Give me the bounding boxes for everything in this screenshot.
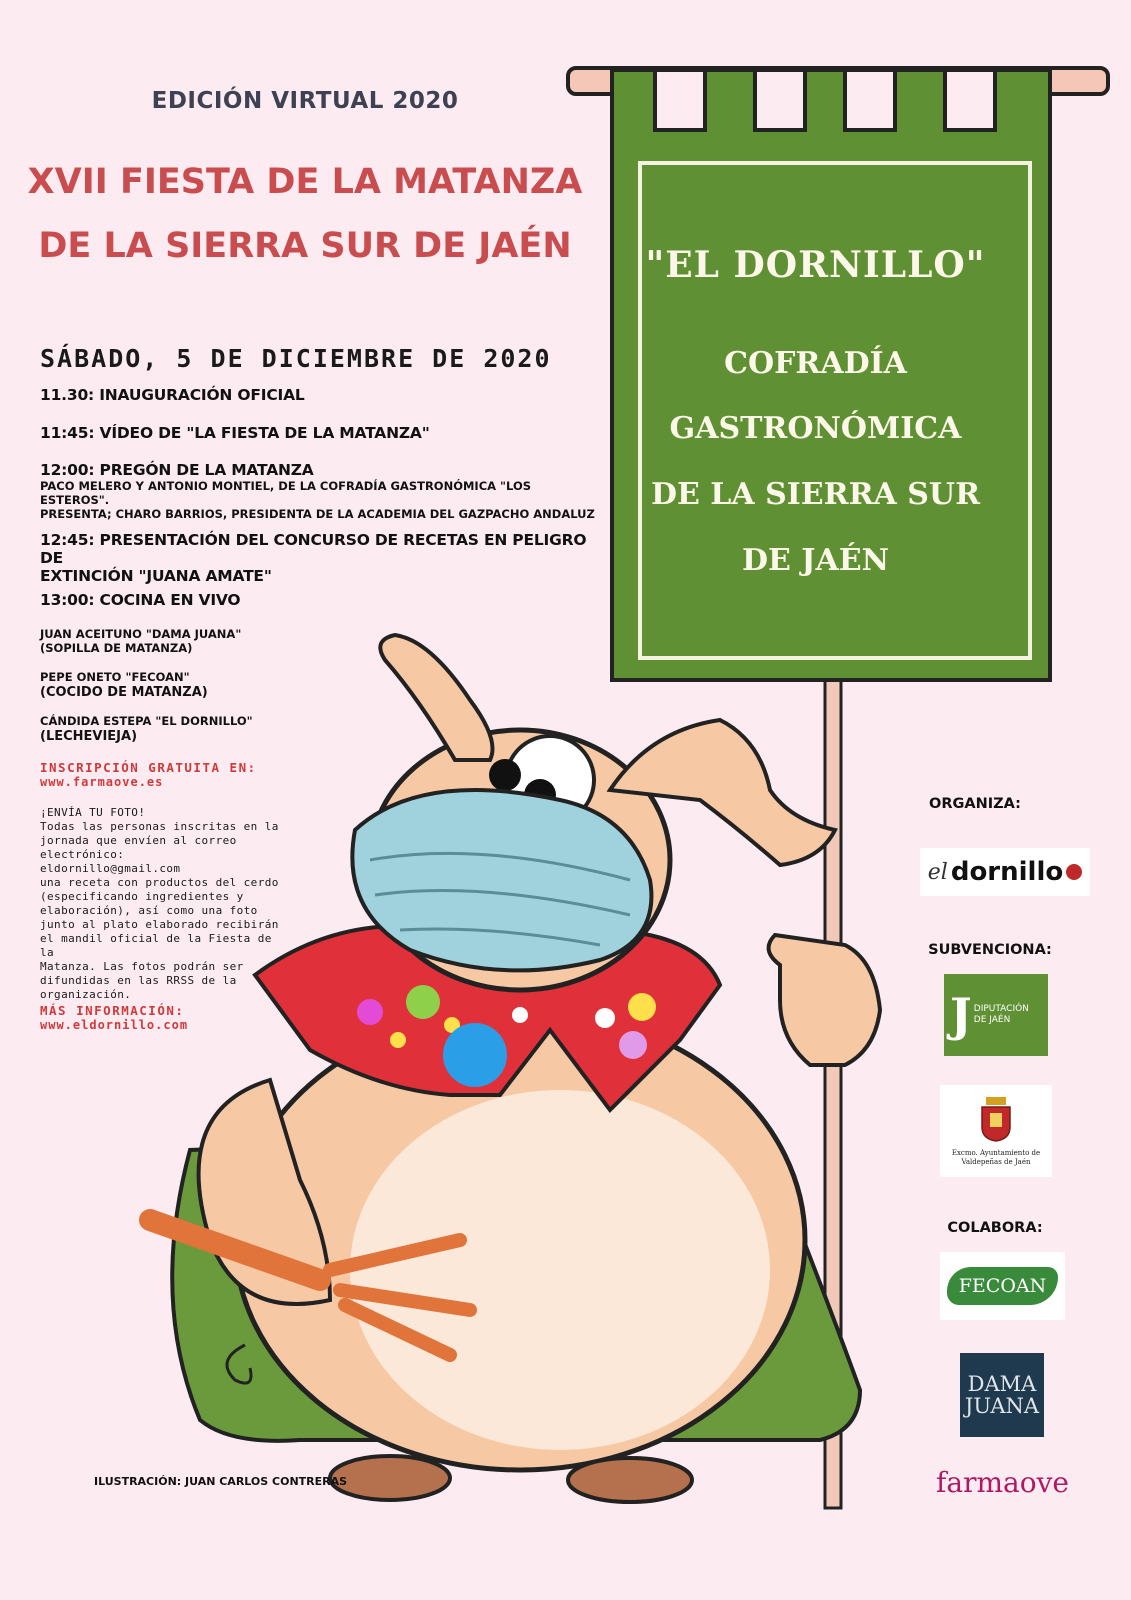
diputacion-logo[interactable]: J DIPUTACIÓN DE JAÉN bbox=[944, 974, 1048, 1056]
cook-1: JUAN ACEITUNO "DAMA JUANA" (SOPILLA DE MATANZA) bbox=[40, 627, 242, 655]
diputacion-j-icon: J bbox=[950, 988, 972, 1042]
program-item-2: 11:45: VÍDEO DE "LA FIESTA DE LA MATANZA" bbox=[40, 424, 430, 442]
photo-contest: ¡ENVÍA TU FOTO! Todas las personas inscritas en la jornada que envíen al correo electrónico: eldornillo@gmail.com una receta con productos del cerdo (especificando ingredientes y elaboración), así como una foto junto al plato elaborado recibirán el mandil oficial de la Fiesta de la Matanza. Las fotos podrán ser difundidas en las RRSS de la organización. bbox=[40, 806, 279, 1001]
title-line-2: DE LA SIERRA SUR DE JAÉN bbox=[38, 226, 572, 266]
subvenciona-label: SUBVENCIONA: bbox=[928, 942, 1052, 958]
organiza-label: ORGANIZA: bbox=[929, 796, 1021, 812]
edition-label: EDICIÓN VIRTUAL 2020 bbox=[151, 88, 459, 114]
dama-juana-logo[interactable]: DAMA JUANA bbox=[960, 1353, 1044, 1437]
registration-link[interactable]: www.farmaove.es bbox=[40, 775, 164, 789]
banner-line-4: DE JAÉN bbox=[741, 543, 890, 578]
program-item-5: 13:00: COCINA EN VIVO bbox=[40, 591, 241, 609]
cook-2: PEPE ONETO "FECOAN" (COCIDO DE MATANZA) bbox=[40, 670, 208, 700]
program-item-4: 12:45: PRESENTACIÓN DEL CONCURSO DE RECETAS EN PELIGRO DE EXTINCIÓN "JUANA AMATE" bbox=[40, 531, 587, 585]
eldornillo-logo[interactable]: el dornillo bbox=[920, 848, 1090, 896]
program-item-1: 11.30: INAUGURACIÓN OFICIAL bbox=[40, 386, 305, 404]
registration: INSCRIPCIÓN GRATUITA EN: www.farmaove.es bbox=[40, 760, 257, 789]
title-line-1: XVII FIESTA DE LA MATANZA bbox=[27, 162, 583, 202]
program-item-3: 12:00: PREGÓN DE LA MATANZA PACO MELERO Y ANTONIO MONTIEL, DE LA COFRADÍA GASTRONÓMICA "LOS ESTEROS". PRESENTA; CHARO BARRIOS, PRESIDENTA DE LA ACADEMIA DEL GAZPACHO ANDALUZ bbox=[40, 461, 595, 521]
event-date: SÁBADO, 5 DE DICIEMBRE DE 2020 bbox=[40, 344, 552, 373]
pig-hand bbox=[769, 935, 880, 1065]
more-info-link[interactable]: www.eldornillo.com bbox=[40, 1018, 189, 1032]
pig-mask bbox=[352, 790, 651, 970]
red-dot-icon bbox=[1066, 864, 1082, 880]
banner-title: "EL DORNILLO" bbox=[645, 244, 986, 286]
banner-line-3: DE LA SIERRA SUR bbox=[650, 477, 981, 512]
ayuntamiento-logo[interactable]: Excmo. Ayuntamiento de Valdepeñas de Jaén bbox=[940, 1085, 1052, 1177]
farmaove-logo[interactable]: farmaove bbox=[936, 1465, 1069, 1499]
colabora-label: COLABORA: bbox=[947, 1220, 1043, 1236]
banner-line-1: COFRADÍA bbox=[724, 346, 907, 381]
pig-belly bbox=[350, 1090, 770, 1450]
fecoan-logo[interactable]: FECOAN bbox=[940, 1252, 1065, 1320]
coat-of-arms-icon bbox=[978, 1095, 1014, 1143]
more-info: MÁS INFORMACIÓN: www.eldornillo.com bbox=[40, 1003, 189, 1032]
banner-line-2: GASTRONÓMICA bbox=[669, 411, 962, 446]
cook-3: CÁNDIDA ESTEPA "EL DORNILLO" (LECHEVIEJA) bbox=[40, 714, 253, 744]
illustration-credit: ILUSTRACIÓN: JUAN CARLOS CONTRERAS bbox=[94, 1475, 348, 1488]
